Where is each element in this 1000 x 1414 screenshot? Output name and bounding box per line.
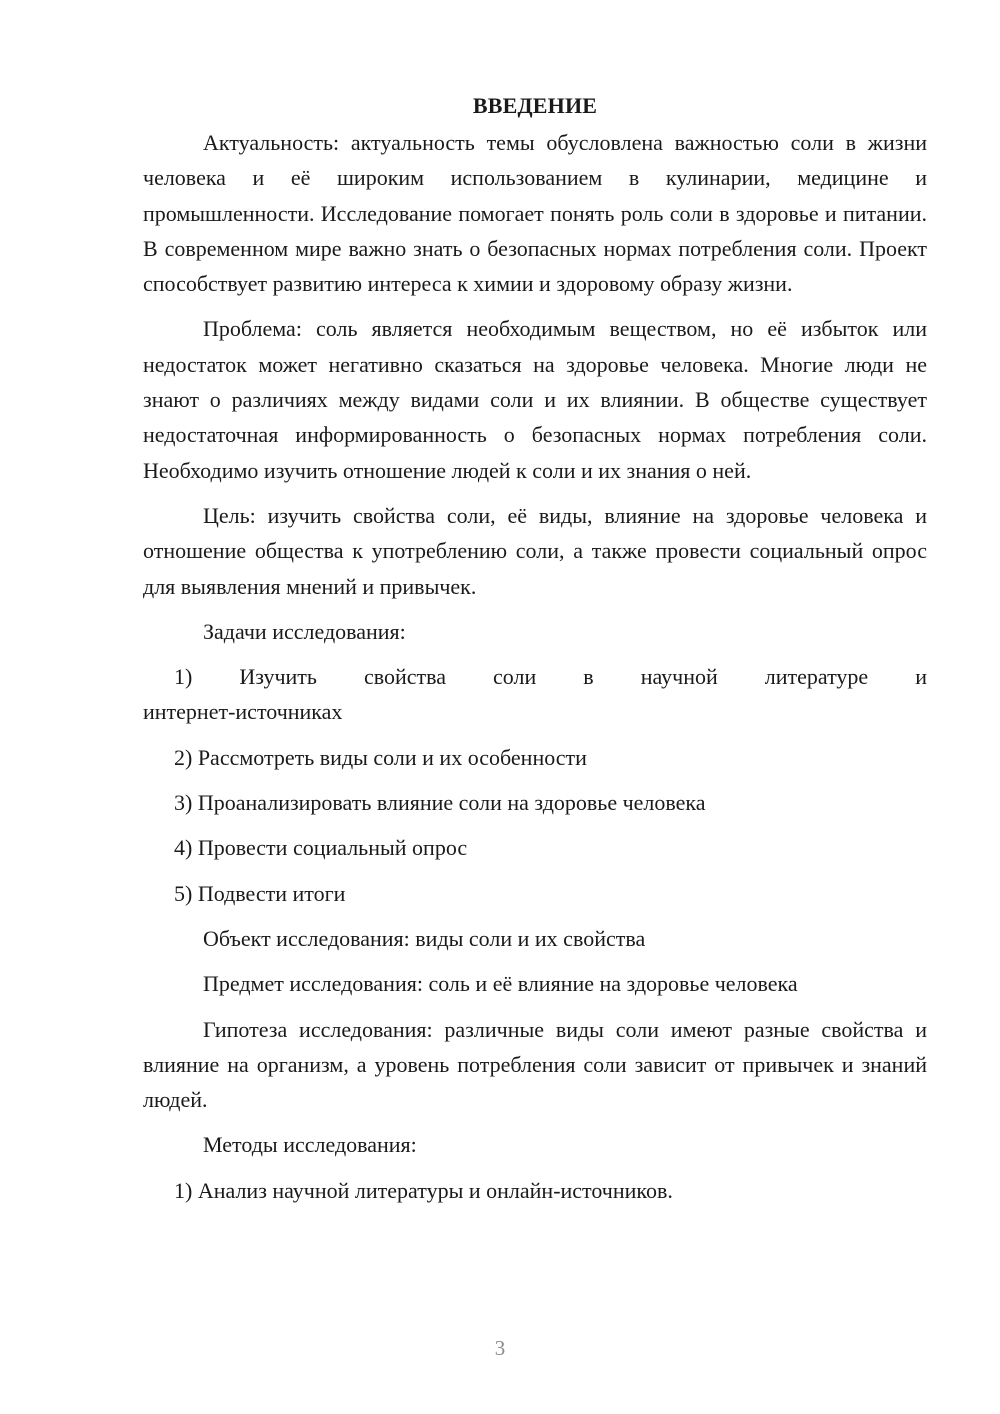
object-paragraph: Объект исследования: виды соли и их свойства xyxy=(203,925,646,951)
task-item-1 xyxy=(143,659,927,730)
page-title: ВВЕДЕНИЕ xyxy=(472,93,598,118)
document-page xyxy=(143,88,927,1218)
page-number: 3 xyxy=(494,1336,506,1360)
task-item-4: 4) Провести социальный опрос xyxy=(174,835,468,861)
task-item-1-line1: 1) Изучить свойства соли в научной литературе и xyxy=(174,664,927,690)
methods-heading: Методы исследования: xyxy=(203,1132,417,1158)
task-item-5: 5) Подвести итоги xyxy=(174,880,346,906)
task-item-1-rest: интернет-источниках xyxy=(143,699,343,725)
relevance-paragraph: Актуальность: актуальность темы обусловлена важностью соли в жизни человека и её широким использованием в кулинарии, медицине и промышленности. Исследование помогает понять роль соли в здоровье и питании. В современном мире важно знать о безопасных нормах потребления соли. Проект способствует развитию интереса к химии и здоровому образу жизни. xyxy=(143,130,927,297)
goal-paragraph: Цель: изучить свойства соли, её виды, влияние на здоровье человека и отношение общества к употреблению соли, а также провести социальный опрос для выявления мнений и привычек. xyxy=(143,502,927,599)
tasks-heading: Задачи исследования: xyxy=(203,618,406,644)
task-item-3: 3) Проанализировать влияние соли на здоровье человека xyxy=(174,790,706,816)
method-item-1: 1) Анализ научной литературы и онлайн-источников. xyxy=(174,1177,673,1203)
problem-paragraph: Проблема: соль является необходимым веществом, но её избыток или недостаток может негативно сказаться на здоровье человека. Многие люди не знают о различиях между видами соли и их влиянии. В обществе существует недостаточная информированность о безопасных нормах потребления соли. Необходимо изучить отношение людей к соли и их знания о ней. xyxy=(143,316,927,483)
subject-paragraph: Предмет исследования: соль и её влияние на здоровье человека xyxy=(203,971,798,997)
task-item-2: 2) Рассмотреть виды соли и их особенности xyxy=(174,744,587,770)
hypothesis-paragraph: Гипотеза исследования: различные виды соли имеют разные свойства и влияние на организм, а уровень потребления соли зависит от привычек и знаний людей. xyxy=(143,1016,927,1113)
